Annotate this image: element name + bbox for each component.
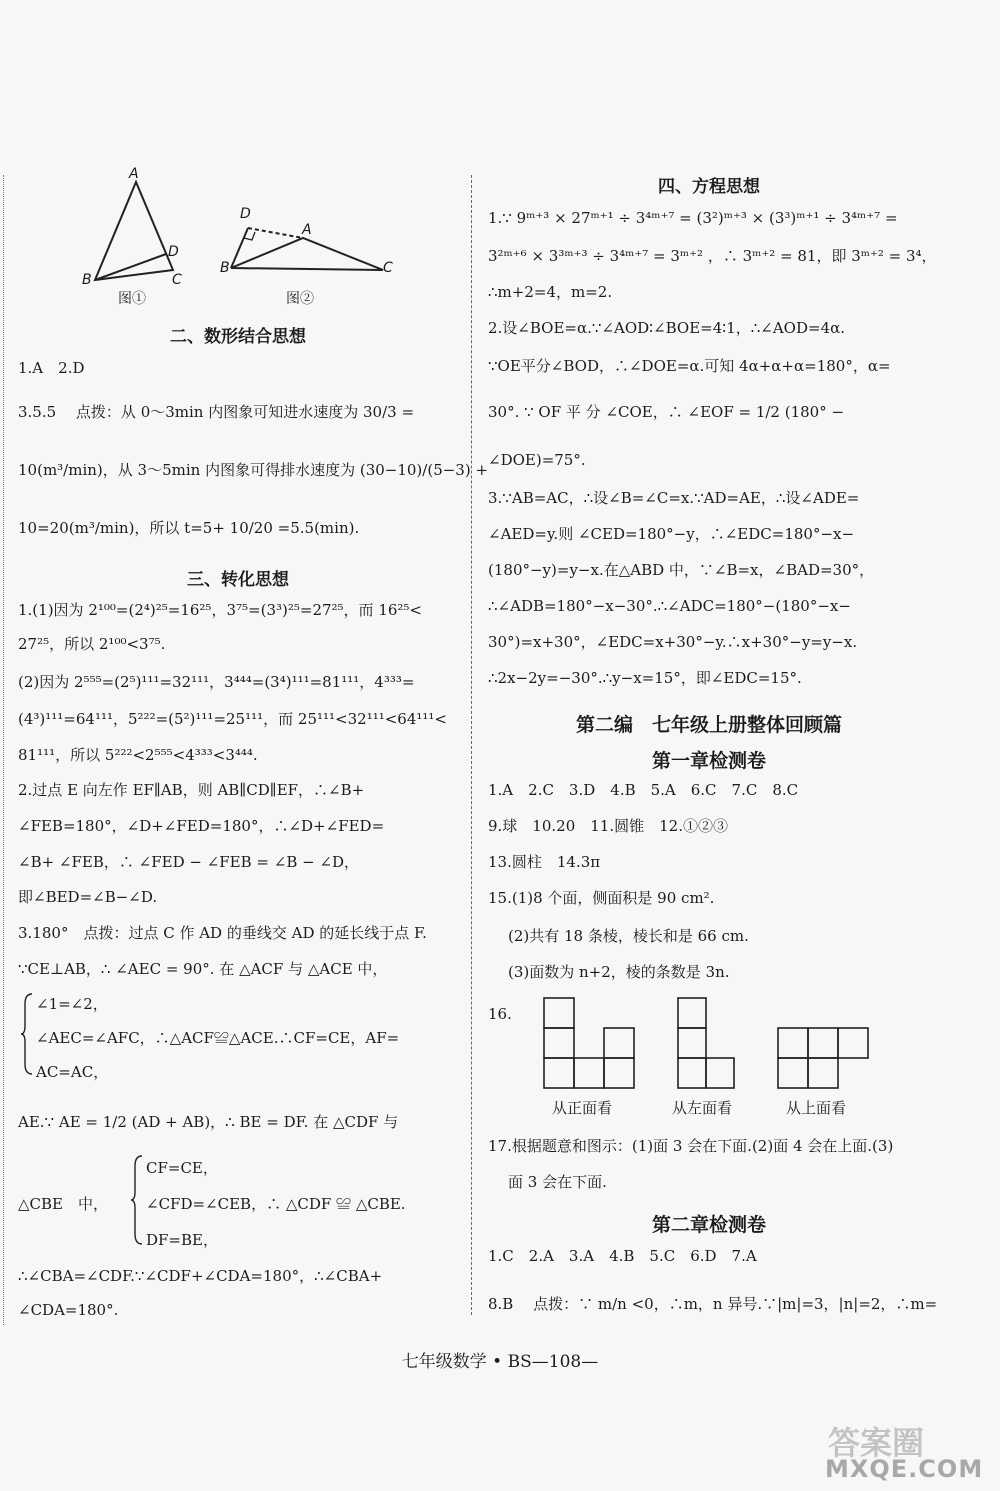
text-line: ∴2x−2y=−30°.∴y−x=15°，即∠EDC=15°.: [488, 669, 802, 687]
text-line: (180°−y)=y−x.在△ABD 中，∵∠B=x，∠BAD=30°，: [488, 561, 875, 579]
fig2-label-c: C: [383, 260, 393, 276]
text-line: AE.∵ AE = 1/2 (AD + AB)，∴ BE = DF. 在 △CDF 与: [18, 1113, 399, 1131]
text-line: DF=BE，: [146, 1231, 218, 1249]
view-label-front: 从正面看: [552, 1099, 613, 1117]
view-label-left: 从左面看: [672, 1099, 733, 1117]
text-line: AC=AC，: [36, 1063, 109, 1081]
text-line: (3)面数为 n+2，棱的条数是 3n.: [508, 963, 730, 981]
fig1-label-a: A: [129, 166, 139, 182]
text-line: ∴∠CBA=∠CDF.∵∠CDF+∠CDA=180°，∴∠CBA+: [18, 1267, 383, 1285]
text-line: ∠CFD=∠CEB，∴ △CDF ≌ △CBE.: [146, 1195, 406, 1213]
text-line: △CBE 中，: [18, 1195, 108, 1213]
text-line: 15.(1)8 个面，侧面积是 90 cm².: [488, 889, 715, 907]
fig1-label-d: D: [168, 244, 179, 260]
text-line: 1.A 2.D: [18, 359, 85, 377]
text-line: ∵CE⊥AB，∴ ∠AEC = 90°. 在 △ACF 与 △ACE 中，: [18, 960, 388, 978]
three-views-figure: [488, 994, 930, 1094]
fig1-caption: 图①: [118, 291, 146, 307]
column-divider: [471, 175, 472, 1315]
text-line: 2.过点 E 向左作 EF∥AB，则 AB∥CD∥EF，∴∠B+: [18, 781, 365, 799]
text-line: 1.A 2.C 3.D 4.B 5.A 6.C 7.C 8.C: [488, 781, 799, 799]
text-line: 13.圆柱 14.3π: [488, 853, 601, 871]
text-line: ∠AEC=∠AFC，∴△ACF≌△ACE.∴CF=CE，AF=: [36, 1029, 400, 1047]
text-line: 2.设∠BOE=α.∵∠AOD∶∠BOE=4∶1，∴∠AOD=4α.: [488, 319, 846, 337]
text-line: 10=20(m³/min)，所以 t=5+ 10/20 =5.5(min).: [18, 519, 360, 537]
text-line: 面 3 会在下面.: [508, 1173, 607, 1191]
text-line: 81¹¹¹，所以 5²²²<2⁵⁵⁵<4³³³<3⁴⁴⁴.: [18, 746, 258, 764]
fig1-label-b: B: [82, 272, 92, 288]
text-line: ∴m+2=4，m=2.: [488, 283, 613, 301]
left-view: [678, 998, 734, 1088]
text-line: ∠AED=y.则 ∠CED=180°−y，∴∠EDC=180°−x−: [488, 525, 855, 543]
watermark-url: MXQE.COM: [825, 1455, 984, 1483]
part-2-title: 第二编 七年级上册整体回顾篇: [575, 714, 842, 736]
chapter-2-title: 第二章检测卷: [651, 1214, 766, 1236]
text-line: 3.∵AB=AC，∴设∠B=∠C=x.∵AD=AE，∴设∠ADE=: [488, 489, 860, 507]
text-line: ∠FEB=180°，∠D+∠FED=180°，∴∠D+∠FED=: [18, 817, 385, 835]
brace-2: [130, 1154, 144, 1246]
front-view: [544, 998, 634, 1088]
figure-1: [95, 182, 173, 280]
section-2-title: 二、数形结合思想: [170, 327, 306, 347]
text-line: 30°)=x+30°，∠EDC=x+30°−y.∴x+30°−y=y−x.: [488, 633, 858, 651]
watermark-logo: 答案圈: [828, 1424, 925, 1462]
text-line: ∠1=∠2，: [36, 995, 108, 1013]
text-line: 17.根据题意和图示：(1)面 3 会在下面.(2)面 4 会在上面.(3): [488, 1137, 894, 1155]
text-line: (2)共有 18 条棱，棱长和是 66 cm.: [508, 927, 749, 945]
chapter-1-title: 第一章检测卷: [651, 750, 766, 772]
page-footer: 七年级数学 • BS—108—: [401, 1352, 599, 1372]
text-line: ∠CDA=180°.: [18, 1301, 119, 1319]
text-line: 10(m³/min)，从 3～5min 内图象可得排水速度为 (30−10)/(5−3) +: [18, 461, 489, 479]
right-column: [488, 160, 938, 1320]
text-line: 8.B 点拨：∵ m/n <0，∴m，n 异号.∵|m|=3，|n|=2，∴m=: [488, 1295, 938, 1313]
section-4-title: 四、方程思想: [658, 177, 760, 197]
brace-1: [20, 992, 34, 1076]
view-label-top: 从上面看: [786, 1099, 847, 1117]
fig2-label-d: D: [240, 206, 251, 222]
text-line: ∵OE平分∠BOD，∴∠DOE=α.可知 4α+α+α=180°，α=: [488, 357, 891, 375]
fig2-label-a: A: [302, 222, 312, 238]
text-line: CF=CE，: [146, 1159, 218, 1177]
text-line: 27²⁵，所以 2¹⁰⁰<3⁷⁵.: [18, 635, 166, 653]
fig2-label-b: B: [220, 260, 230, 276]
text-line: 30°. ∵ OF 平 分 ∠COE，∴ ∠EOF = 1/2 (180° −: [488, 403, 845, 421]
fig2-caption: 图②: [286, 291, 314, 307]
top-view: [778, 1028, 868, 1088]
text-line: (2)因为 2⁵⁵⁵=(2⁵)¹¹¹=32¹¹¹，3⁴⁴⁴=(3⁴)¹¹¹=81¹¹¹，4³³³=: [18, 673, 415, 691]
text-line: 3.5.5 点拨：从 0～3min 内图象可知进水速度为 30/3 =: [18, 403, 415, 421]
text-line: ∠DOE)=75°.: [488, 451, 586, 469]
section-3-title: 三、转化思想: [187, 570, 289, 590]
text-line: (4³)¹¹¹=64¹¹¹，5²²²=(5²)¹¹¹=25¹¹¹，而 25¹¹¹<32¹¹¹<64¹¹¹<: [18, 710, 447, 728]
text-line: 即∠BED=∠B−∠D.: [18, 888, 158, 906]
margin-line: [3, 175, 4, 1325]
text-line: ∠B+ ∠FEB，∴ ∠FED − ∠FEB = ∠B − ∠D，: [18, 853, 360, 871]
text-line: ∴∠ADB=180°−x−30°.∴∠ADC=180°−(180°−x−: [488, 597, 851, 615]
text-line: 1.(1)因为 2¹⁰⁰=(2⁴)²⁵=16²⁵，3⁷⁵=(3³)²⁵=27²⁵，而 16²⁵<: [18, 601, 423, 619]
text-line: 3.180° 点拨：过点 C 作 AD 的垂线交 AD 的延长线于点 F.: [18, 924, 427, 942]
fig1-label-c: C: [172, 272, 182, 288]
left-column: [18, 160, 489, 1320]
text-line: 9.球 10.20 11.圆锥 12.①②③: [488, 817, 728, 835]
text-line: 3²ᵐ⁺⁶ × 3³ᵐ⁺³ ÷ 3⁴ᵐ⁺⁷ = 3ᵐ⁺² ，∴ 3ᵐ⁺² = 81，即 3ᵐ⁺² = 3⁴，: [488, 247, 937, 265]
text-line: 1.∵ 9ᵐ⁺³ × 27ᵐ⁺¹ ÷ 3⁴ᵐ⁺⁷ = (3²)ᵐ⁺³ × (3³)ᵐ⁺¹ ÷ 3⁴ᵐ⁺⁷ =: [488, 209, 898, 227]
text-line: 1.C 2.A 3.A 4.B 5.C 6.D 7.A: [488, 1247, 757, 1265]
text-line: 16.: [488, 1005, 512, 1023]
